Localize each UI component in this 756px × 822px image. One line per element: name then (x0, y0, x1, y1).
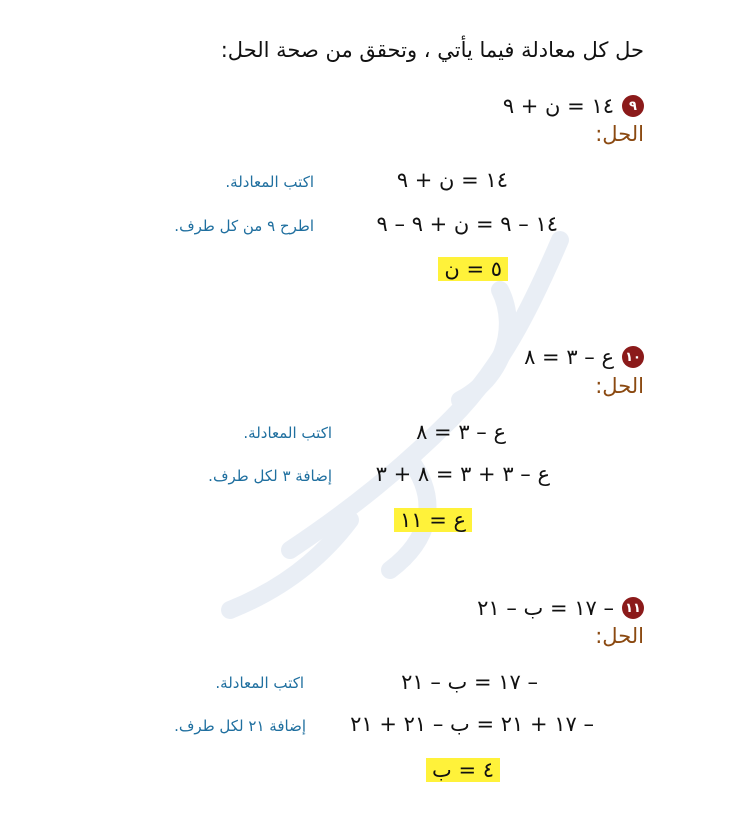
step-equation: – ١٧ + ٢١ = ب – ٢١ + ٢١ (350, 712, 594, 736)
step-equation: ع – ٣ = ٨ (416, 420, 506, 444)
solution-label: الحل: (595, 122, 644, 146)
step-note: إضافة ٣ لكل طرف. (208, 467, 332, 485)
problem-11 (477, 596, 644, 620)
problem-number-badge: ٩ (622, 95, 644, 117)
instruction-text: حل كل معادلة فيما يأتي ، وتحقق من صحة الحل: (220, 38, 644, 62)
problem-number-badge: ١٠ (622, 346, 644, 368)
answer-highlight: ٥ = ن (438, 257, 508, 281)
step-note: اكتب المعادلة. (215, 674, 304, 692)
step-equation: – ١٧ = ب – ٢١ (401, 670, 538, 694)
step-equation: ١٤ – ٩ = ن + ٩ – ٩ (376, 212, 558, 236)
step-note: إضافة ٢١ لكل طرف. (174, 717, 306, 735)
answer-highlight: ٤ = ب (426, 758, 500, 782)
problem-equation: ١٤ = ن + ٩ (502, 94, 614, 118)
solution-label: الحل: (595, 374, 644, 398)
problem-number-badge: ١١ (622, 597, 644, 619)
problem-10 (524, 345, 644, 369)
step-equation: ع – ٣ + ٣ = ٨ + ٣ (375, 462, 550, 486)
answer-highlight: ع = ١١ (394, 508, 472, 532)
problem-equation: ع – ٣ = ٨ (524, 345, 614, 369)
step-note: اطرح ٩ من كل طرف. (174, 217, 314, 235)
solution-label: الحل: (595, 624, 644, 648)
step-note: اكتب المعادلة. (225, 173, 314, 191)
step-note: اكتب المعادلة. (243, 424, 332, 442)
step-equation: ١٤ = ن + ٩ (396, 168, 508, 192)
problem-9 (503, 94, 644, 118)
problem-equation: – ١٧ = ب – ٢١ (477, 596, 614, 620)
